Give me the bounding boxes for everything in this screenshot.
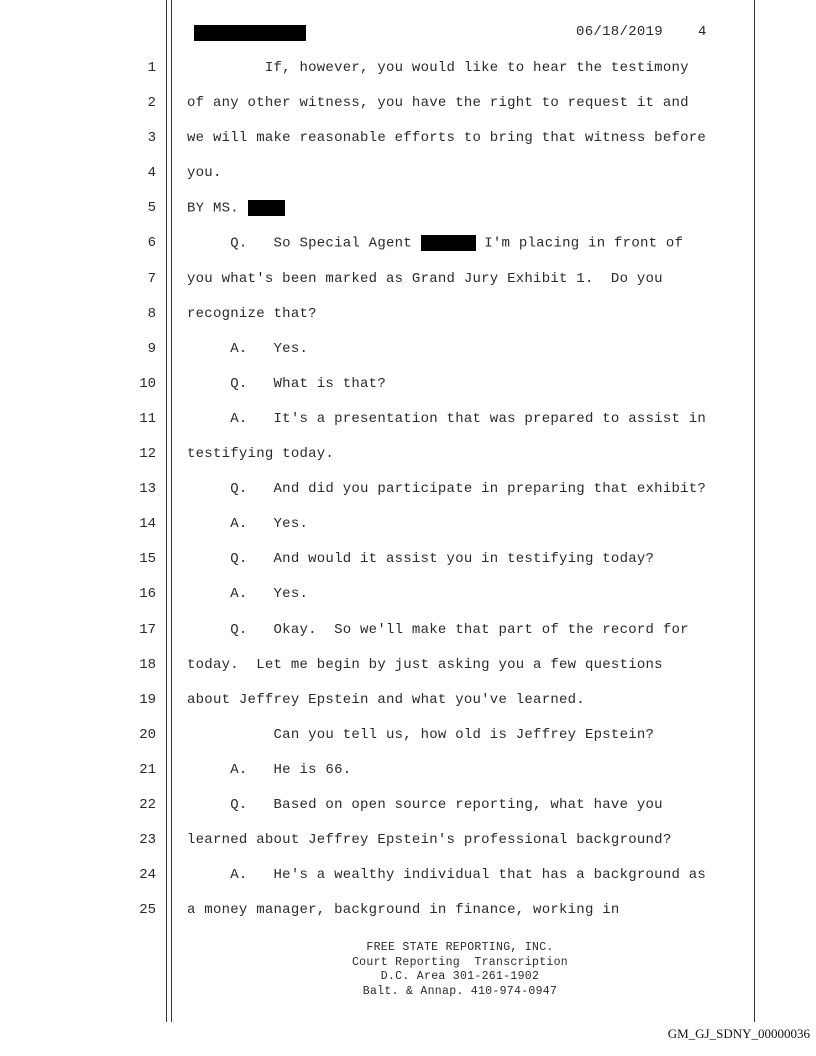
- line-text: Q. Based on open source reporting, what have you: [187, 796, 663, 813]
- transcript-line: [0, 442, 816, 477]
- footer-phone-dc: D.C. Area 301-261-1902: [380, 970, 540, 983]
- line-number: 5: [147, 200, 156, 217]
- line-number: 23: [139, 832, 156, 849]
- transcript-line: [0, 653, 816, 688]
- transcript-line: [0, 407, 816, 442]
- line-number: 1: [147, 60, 156, 76]
- line-text: Q. What is that?: [187, 375, 386, 392]
- line-number: 12: [139, 446, 156, 463]
- line-number: 22: [139, 796, 156, 813]
- footer-service: Court Reporting Transcription: [351, 955, 569, 969]
- line-text: [187, 235, 683, 252]
- line-number: 2: [147, 95, 156, 112]
- transcript-line: [0, 126, 816, 161]
- line-number: 8: [147, 305, 156, 322]
- line-number: 13: [139, 481, 156, 498]
- line-text: A. Yes.: [187, 586, 309, 603]
- line-number: 14: [139, 516, 156, 533]
- name-redaction: [248, 200, 285, 216]
- line-text: [187, 200, 285, 217]
- transcript-line: [0, 161, 816, 196]
- line-text: Can you tell us, how old is Jeffrey Epstein?: [187, 726, 655, 743]
- transcript-line: [0, 863, 816, 898]
- transcript-line: [0, 898, 816, 933]
- transcript-line: [0, 231, 816, 266]
- line-text: learned about Jeffrey Epstein's professional background?: [187, 832, 672, 849]
- line-number: 7: [147, 270, 156, 287]
- transcript-line: [0, 618, 816, 653]
- transcript-line: [0, 723, 816, 758]
- transcript-line: [0, 758, 816, 793]
- line-text: testifying today.: [187, 446, 335, 463]
- header-date: 06/18/2019: [576, 24, 664, 40]
- line-number: 3: [147, 130, 156, 147]
- header-redaction: [194, 25, 306, 41]
- line-number: 11: [139, 410, 156, 427]
- line-text: about Jeffrey Epstein and what you've learned.: [187, 691, 585, 708]
- line-text: A. He is 66.: [187, 761, 352, 778]
- footer-phone-balt: Balt. & Annap. 410-974-0947: [362, 984, 558, 998]
- line-number: 20: [139, 726, 156, 743]
- transcript-line: [0, 828, 816, 863]
- line-text: If, however, you would like to hear the testimony: [187, 60, 689, 76]
- line-text-part: BY MS.: [187, 201, 248, 218]
- line-number: 10: [139, 375, 156, 392]
- line-text: Q. And did you participate in preparing that exhibit?: [187, 481, 707, 498]
- line-text: A. Yes.: [187, 516, 309, 533]
- line-text: A. He's a wealthy individual that has a background as: [187, 867, 707, 884]
- bates-number: GM_GJ_SDNY_00000036: [667, 1026, 810, 1041]
- line-text: recognize that?: [187, 305, 317, 322]
- line-number: 24: [139, 867, 156, 884]
- transcript-line: [0, 91, 816, 126]
- transcript-line: [0, 547, 816, 582]
- line-text: you.: [187, 165, 222, 182]
- line-text: A. Yes.: [187, 340, 309, 357]
- line-text: Q. And would it assist you in testifying today?: [187, 551, 655, 568]
- line-text-part: Q. So Special Agent: [187, 236, 421, 253]
- transcript-line: [0, 372, 816, 407]
- line-text: you what's been marked as Grand Jury Exhibit 1. Do you: [187, 270, 663, 287]
- transcript-line: [0, 56, 816, 91]
- line-number: 19: [139, 691, 156, 708]
- line-text-part: I'm placing in front of: [475, 236, 684, 253]
- line-number: 25: [139, 902, 156, 919]
- transcript-line: [0, 337, 816, 372]
- transcript-line: [0, 196, 816, 231]
- transcript-line: [0, 582, 816, 617]
- transcript-line: [0, 688, 816, 723]
- line-number: 6: [147, 235, 156, 252]
- name-redaction: [421, 235, 476, 251]
- line-number: 4: [147, 165, 156, 182]
- line-text: a money manager, background in finance, working in: [187, 902, 620, 919]
- line-number: 17: [139, 621, 156, 638]
- line-number: 9: [147, 340, 156, 357]
- transcript-line: [0, 477, 816, 512]
- footer-company: FREE STATE REPORTING, INC.: [366, 941, 554, 954]
- line-text: we will make reasonable efforts to bring that witness before: [187, 130, 707, 147]
- line-text: of any other witness, you have the right to request it and: [187, 95, 689, 112]
- line-number: 21: [139, 761, 156, 778]
- header-page-number: 4: [698, 24, 707, 40]
- transcript-line: [0, 267, 816, 302]
- transcript-line: [0, 512, 816, 547]
- line-number: 18: [139, 656, 156, 673]
- line-text: A. It's a presentation that was prepared to assist in: [187, 410, 707, 427]
- line-text: Q. Okay. So we'll make that part of the record for: [187, 621, 689, 638]
- line-number: 16: [139, 586, 156, 603]
- transcript-line: [0, 302, 816, 337]
- transcript-lines: [0, 56, 816, 933]
- reporter-footer: [200, 941, 720, 999]
- transcript-line: [0, 793, 816, 828]
- line-text: today. Let me begin by just asking you a few questions: [187, 656, 663, 673]
- line-number: 15: [139, 551, 156, 568]
